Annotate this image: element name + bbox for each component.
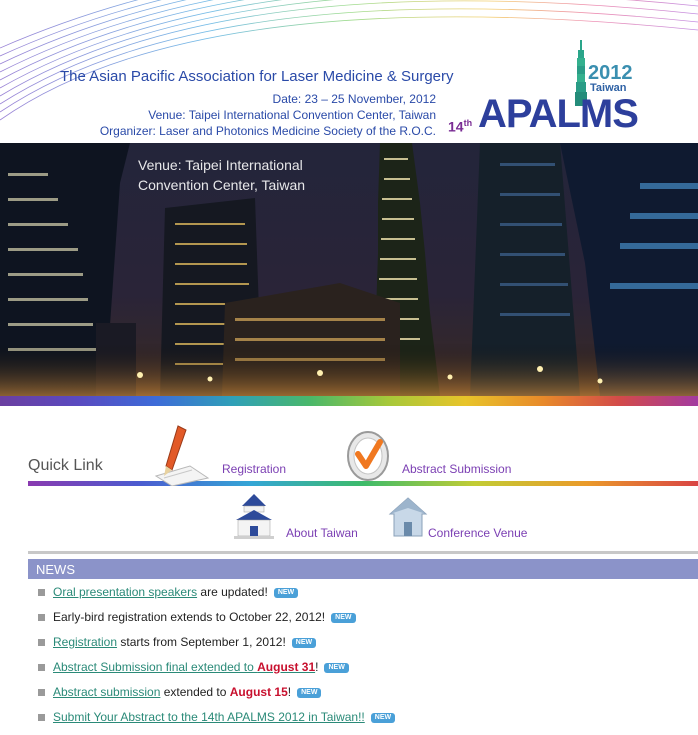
conference-venue-text: Venue: Taipei International Convention Center, Taiwan [148, 108, 436, 122]
new-badge-icon: NEW [324, 663, 348, 673]
venue-banner-photo [0, 143, 698, 396]
news-header-bar [28, 559, 698, 579]
news-link-oral-speakers[interactable]: Oral presentation speakers [53, 585, 198, 599]
deadline-highlight: August 15 [229, 685, 288, 699]
logo-ordinal-number: 14 [448, 118, 464, 135]
logo-brand: APALMS [478, 92, 638, 136]
pen-and-paper-icon [150, 422, 214, 486]
conference-venue-quick-link[interactable] [388, 494, 548, 542]
news-item-text: starts from September 1, 2012! [117, 635, 286, 649]
deadline-highlight: August 31 [257, 660, 316, 674]
bullet-icon [38, 614, 45, 621]
taipei-night-skyline-image [0, 143, 698, 396]
logo-ordinal [448, 118, 472, 135]
conference-date: Date: 23 – 25 November, 2012 [272, 92, 436, 106]
logo-year: 2012 [588, 62, 633, 84]
abstract-submission-quick-link[interactable] [344, 428, 544, 486]
conference-venue-label: Conference Venue [428, 526, 528, 540]
bullet-icon [38, 689, 45, 696]
new-badge-icon: NEW [292, 638, 316, 648]
news-link-registration[interactable]: Registration [53, 635, 118, 649]
bullet-icon [38, 639, 45, 646]
bullet-icon [38, 664, 45, 671]
news-link-text: Abstract Submission final extended to [53, 660, 258, 674]
quick-link-title: Quick Link [28, 457, 103, 474]
bullet-icon [38, 589, 45, 596]
new-badge-icon: NEW [297, 688, 321, 698]
news-link-abstract-submission[interactable]: Abstract submission [53, 685, 161, 699]
new-badge-icon: NEW [274, 588, 298, 598]
abstract-submission-label: Abstract Submission [402, 462, 512, 476]
logo-ordinal-suffix: th [463, 118, 473, 128]
news-link-abstract-final[interactable] [53, 660, 315, 674]
registration-label: Registration [222, 462, 287, 476]
org-name: The Asian Pacific Association for Laser Medicine & Surgery [60, 68, 454, 85]
news-item-text: Early-bird registration extends to October 22, 2012! [53, 610, 326, 624]
memorial-hall-icon [230, 492, 278, 540]
banner-caption [138, 155, 338, 195]
registration-quick-link[interactable] [150, 420, 300, 486]
news-item-text: ! [315, 660, 319, 674]
bullet-icon [38, 714, 45, 721]
about-taiwan-quick-link[interactable] [230, 492, 380, 542]
conference-organizer: Organizer: Laser and Photonics Medicine Society of the R.O.C. [99, 124, 436, 138]
news-title: NEWS [36, 562, 75, 577]
site-header [0, 0, 698, 143]
house-icon [388, 496, 428, 540]
news-link-submit-abstract[interactable]: Submit Your Abstract to the 14th APALMS 2012 in Taiwan!! [53, 710, 365, 724]
new-badge-icon: NEW [331, 613, 355, 623]
rainbow-divider [0, 396, 698, 406]
checkmark-badge-icon [344, 428, 396, 484]
about-taiwan-label: About Taiwan [286, 526, 358, 540]
banner-caption-line2: Convention Center, Taiwan [138, 177, 306, 193]
logo-country: Taiwan [590, 82, 627, 94]
news-item-text: ! [287, 685, 292, 699]
banner-caption-line1: Venue: Taipei International [138, 157, 303, 173]
new-badge-icon: NEW [371, 713, 395, 723]
news-divider [28, 551, 698, 554]
apalms-logo[interactable] [448, 40, 688, 140]
news-item-text: extended to [160, 685, 230, 699]
news-item-text: are updated! [197, 585, 268, 599]
